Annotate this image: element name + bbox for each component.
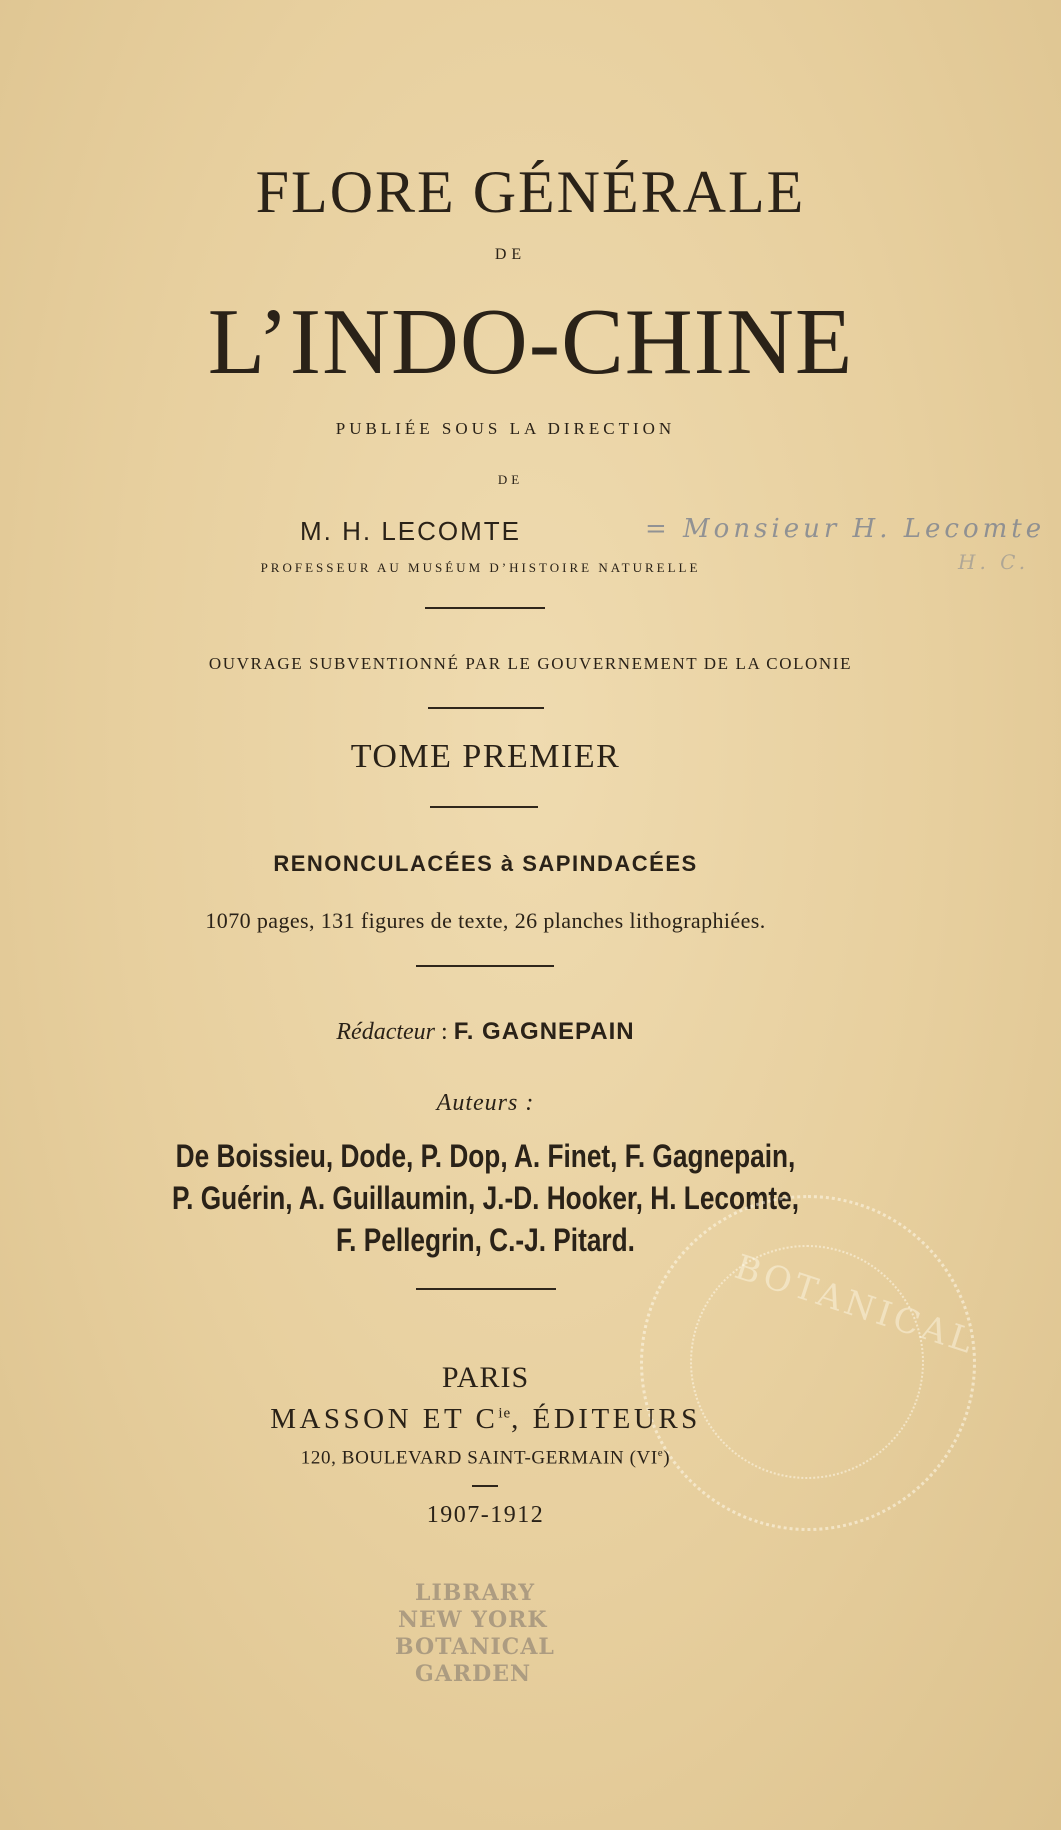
watermark-text: BOTANICAL xyxy=(729,1247,982,1363)
title-de: DE xyxy=(494,246,527,263)
authors-line-3: F. Pellegrin, C.-J. Pitard. xyxy=(336,1222,635,1258)
address-sup: e xyxy=(657,1447,664,1459)
divider-4 xyxy=(416,965,554,967)
authors-line-2: P. Guérin, A. Guillaumin, J.-D. Hooker, H. Lecomte, xyxy=(172,1180,799,1216)
title-line-2: L’INDO-CHINE xyxy=(207,290,854,394)
publisher-address xyxy=(0,1447,1016,1469)
publisher-name-prefix: MASSON ET C xyxy=(270,1403,499,1435)
title-line-1: FLORE GÉNÉRALE xyxy=(255,159,806,225)
divider-1 xyxy=(425,607,545,609)
publisher-city: PARIS xyxy=(441,1361,530,1394)
handwritten-initials: H. C. xyxy=(958,550,1030,574)
editor-label: Rédacteur xyxy=(336,1019,436,1045)
publication-years: 1907-1912 xyxy=(426,1502,545,1528)
tome-title: TOME PREMIER xyxy=(350,738,621,775)
families-range: RENONCULACÉES à SAPINDACÉES xyxy=(273,851,698,876)
editor-name: F. GAGNEPAIN xyxy=(453,1018,635,1045)
volume-description: 1070 pages, 131 figures de texte, 26 planches lithographiées. xyxy=(205,908,766,933)
divider-6 xyxy=(472,1485,498,1487)
divider-5 xyxy=(416,1288,556,1290)
director-name: M. H. LECOMTE xyxy=(299,516,521,546)
divider-3 xyxy=(430,806,538,808)
handwritten-annotation: = Monsieur H. Lecomte xyxy=(645,514,1046,544)
library-stamp-line-3: BOTANICAL xyxy=(395,1634,555,1660)
library-stamp-line-4: GARDEN xyxy=(415,1661,532,1687)
editor-line xyxy=(0,1018,1016,1046)
address-prefix: 120, BOULEVARD SAINT-GERMAIN (VI xyxy=(300,1447,658,1469)
library-stamp-line-2: NEW YORK xyxy=(398,1607,548,1633)
publisher-name-sup: ie xyxy=(498,1405,512,1422)
published-under-direction: PUBLIÉE SOUS LA DIRECTION xyxy=(335,419,676,438)
publisher-name-suffix: , ÉDITEURS xyxy=(511,1403,701,1435)
address-suffix: ) xyxy=(663,1447,671,1469)
publisher-name xyxy=(0,1403,1016,1436)
divider-2 xyxy=(428,707,544,709)
subvention-line: OUVRAGE SUBVENTIONNÉ PAR LE GOUVERNEMENT DE LA COLONIE xyxy=(208,654,853,673)
direction-de: DE xyxy=(497,472,524,487)
editor-separator: : xyxy=(435,1019,454,1045)
authors-label: Auteurs : xyxy=(436,1090,535,1116)
library-stamp-line-1: LIBRARY xyxy=(415,1580,536,1606)
professor-title: PROFESSEUR AU MUSÉUM D’HISTOIRE NATURELLE xyxy=(260,560,701,575)
authors-line-1: De Boissieu, Dode, P. Dop, A. Finet, F. Gagnepain, xyxy=(175,1138,796,1174)
